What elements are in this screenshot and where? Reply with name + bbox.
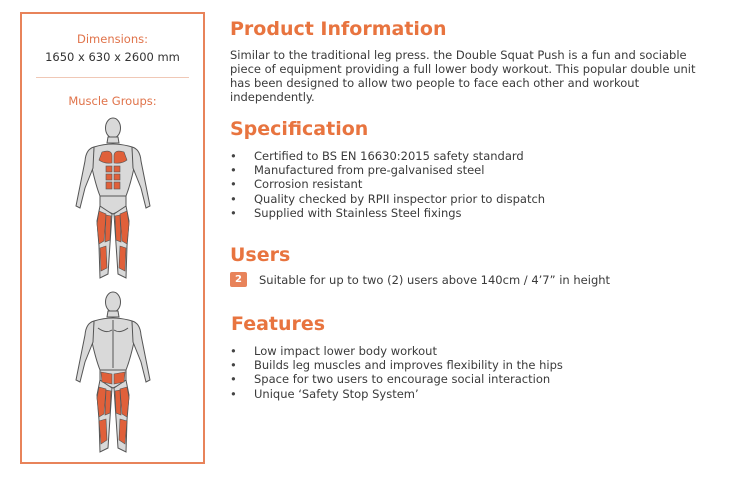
specification-item: • Manufactured from pre-galvanised steel [230, 163, 545, 177]
dimensions-label: Dimensions: [77, 32, 148, 46]
product-information-heading: Product Information [230, 18, 447, 40]
user-count-badge: 2 [230, 272, 247, 287]
specification-list [230, 149, 545, 220]
specification-item: • Certified to BS EN 16630:2015 safety standard [230, 149, 545, 163]
features-heading: Features [231, 313, 326, 335]
feature-item: • Builds leg muscles and improves flexibility in the hips [230, 358, 563, 372]
dimensions-value: 1650 x 630 x 2600 mm [45, 50, 180, 64]
feature-item: • Unique ‘Safety Stop System’ [230, 387, 563, 401]
back-body-muscle-diagram [68, 290, 158, 458]
specification-item: • Quality checked by RPII inspector prior to dispatch [230, 192, 545, 206]
users-description: Suitable for up to two (2) users above 140cm / 4’7” in height [259, 272, 611, 287]
features-list [230, 344, 563, 401]
specification-heading: Specification [230, 118, 369, 140]
feature-item: • Low impact lower body workout [230, 344, 563, 358]
sidebar-divider [36, 77, 189, 78]
specification-item: • Corrosion resistant [230, 177, 545, 191]
product-description: Similar to the traditional leg press. the Double Squat Push is a fun and sociable piece of equipment providing a full lower body workout. This popular double unit has been designed to allow two people to face each other and workout independently. [230, 48, 696, 104]
feature-item: • Space for two users to encourage social interaction [230, 372, 563, 386]
specs-sidebar [20, 12, 205, 464]
muscle-groups-label: Muscle Groups: [68, 94, 157, 108]
users-row [230, 272, 610, 287]
specification-item: • Supplied with Stainless Steel fixings [230, 206, 545, 220]
users-heading: Users [230, 244, 291, 266]
front-body-muscle-diagram [68, 116, 158, 284]
